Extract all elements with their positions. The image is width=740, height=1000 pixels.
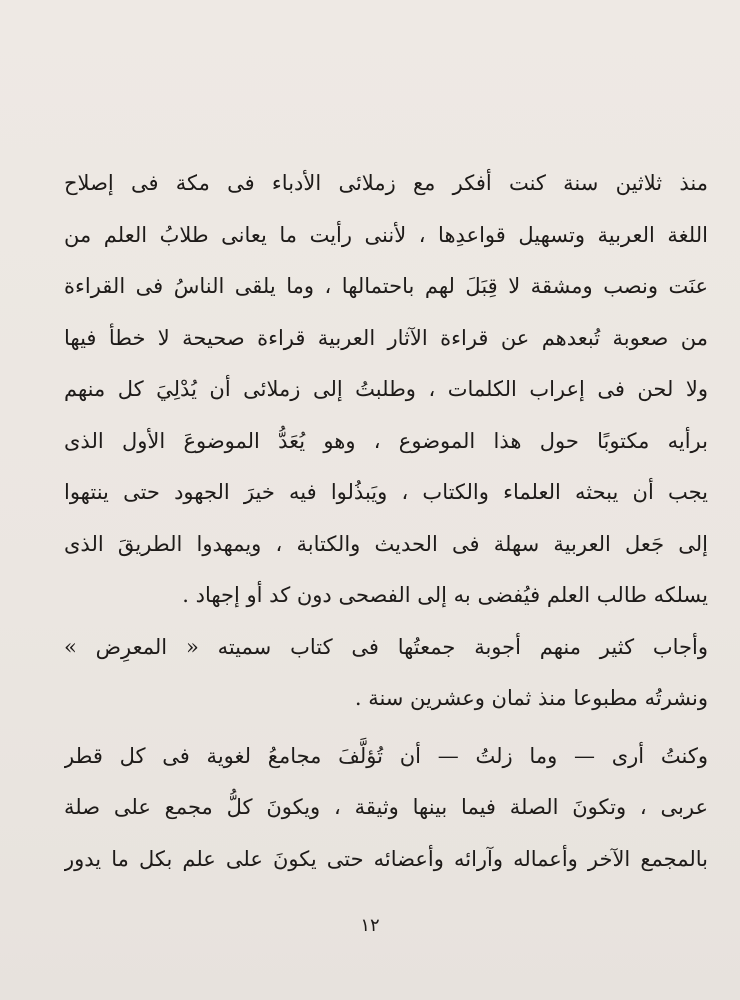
text-line: عربى ، وتكونَ الصلة فيما بينها وثيقة ، ويكونَ كلُّ مجمع على صلة (64, 795, 708, 819)
paragraph-2 (64, 622, 708, 725)
text-line: ولا لحن فى إعراب الكلمات ، وطلبتُ إلى زملائى أن يُدْلِيَ كل منهم (64, 377, 708, 401)
text-line: يسلكه طالب العلم فيُفضى به إلى الفصحى دون كد أو إجهاد . (182, 583, 708, 607)
page-number: ١٢ (360, 915, 380, 936)
paragraph-3 (64, 731, 708, 886)
text-line: اللغة العربية وتسهيل قواعدِها ، لأننى رأيت ما يعانى طلابُ العلم من (64, 222, 708, 247)
text-line: وأجاب كثير منهم أجوبة جمعتُها فى كتاب سميته « المعرِض » (64, 634, 708, 659)
text-line: يجب أن يبحثه العلماء والكتاب ، ويَبذُلوا فيه خيرَ الجهود حتى ينتهوا (64, 480, 708, 504)
text-line: ونشرتُه مطبوعا منذ ثمان وعشرين سنة . (354, 686, 708, 710)
body-text (64, 158, 708, 885)
text-line: من صعوبة تُبعدهم عن قراءة الآثار العربية قراءة صحيحة لا خطأ فيها (64, 325, 708, 350)
text-line: بالمجمع الآخر وأعماله وآرائه وأعضائه حتى يكونَ على علم بكل ما يدور (64, 846, 708, 871)
text-line: عنَت ونصب ومشقة لا قِبَلَ لهم باحتمالها ، وما يلقى الناسُ فى القراءة (64, 274, 708, 298)
text-line: برأيه مكتوبًا حول هذا الموضوع ، وهو يُعَدُّ الموضوعَ الأول الذى (64, 428, 708, 453)
paragraph-1 (64, 158, 708, 622)
text-line: منذ ثلاثين سنة كنت أفكر مع زملائى الأدباء فى مكة فى إصلاح (64, 171, 708, 195)
text-line: إلى جَعل العربية سهلة فى الحديث والكتابة ، ويمهدوا الطريقَ الذى (64, 531, 708, 556)
text-line: وكنتُ أرى — وما زلتُ — أن تُؤلَّفَ مجامعُ لغوية فى كل قطر (64, 743, 708, 768)
